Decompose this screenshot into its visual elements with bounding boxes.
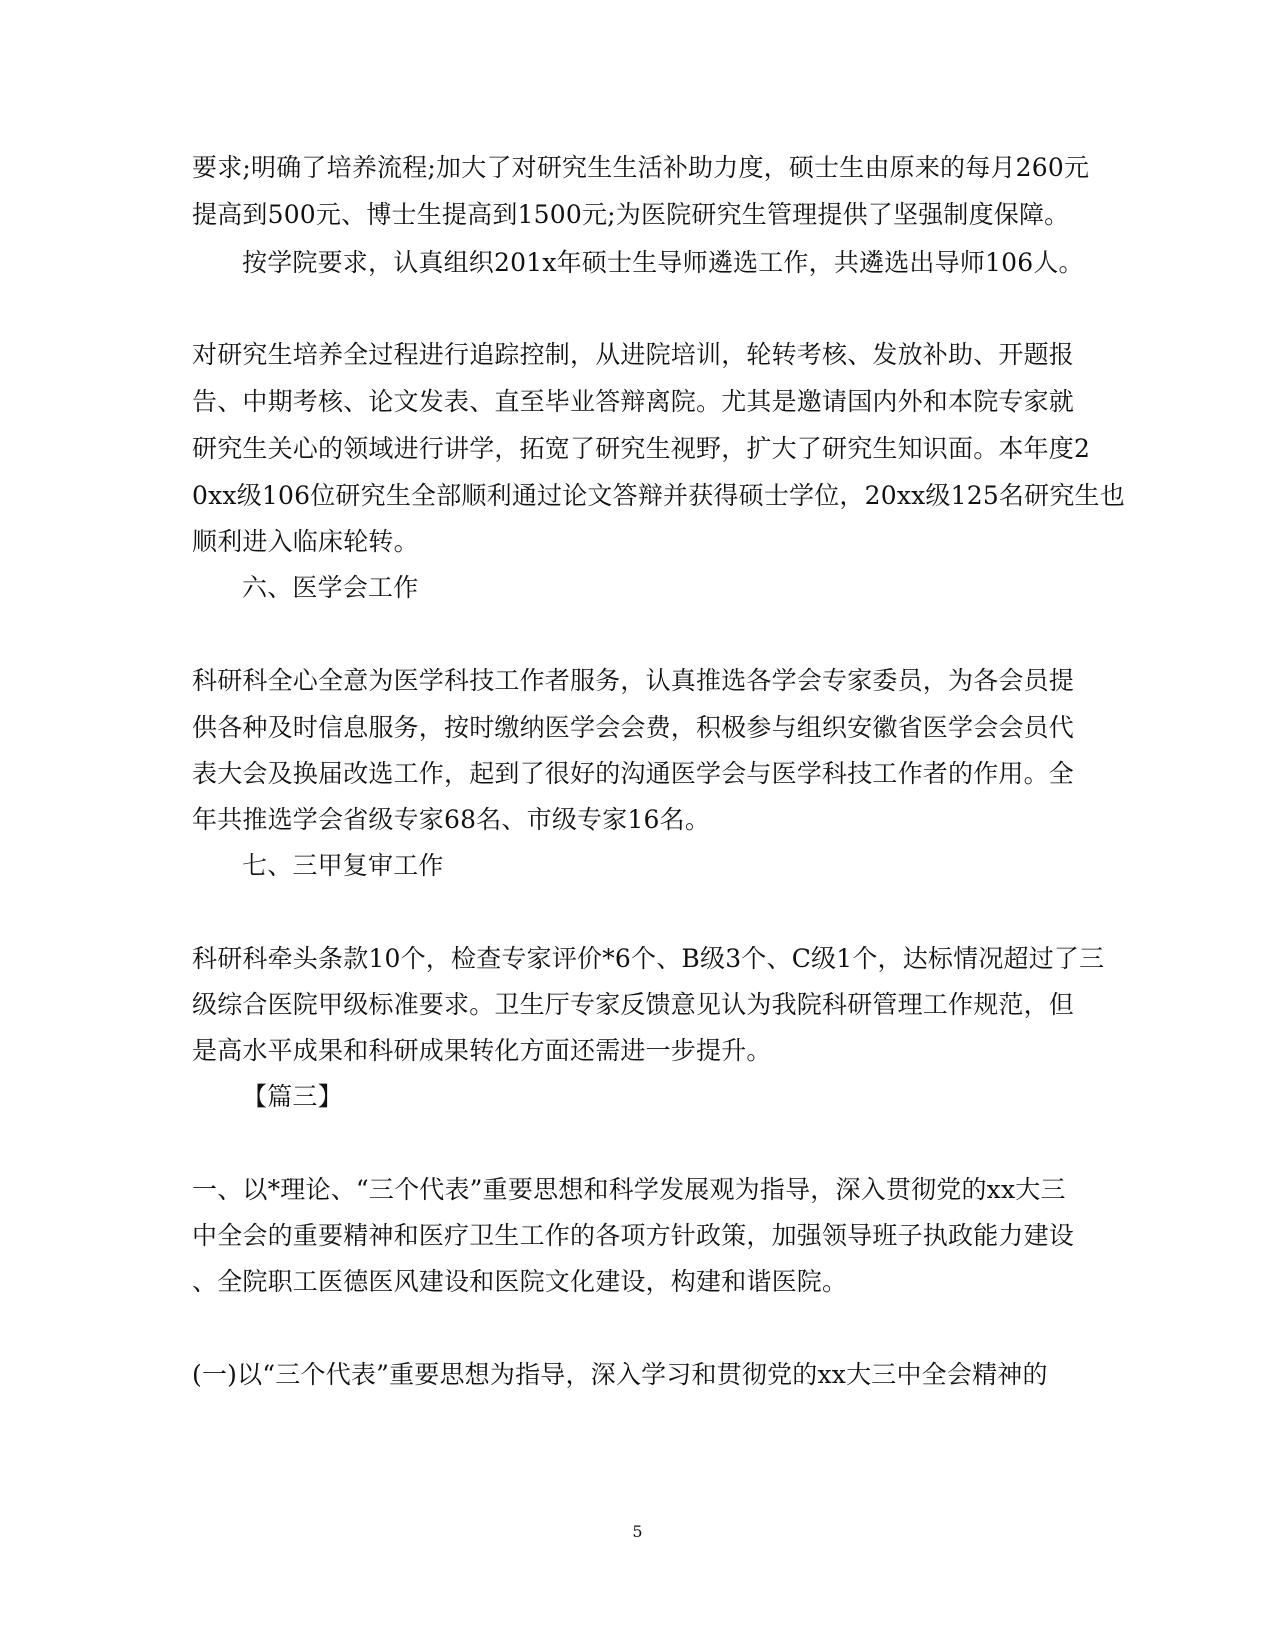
section-heading: 六、医学会工作 <box>242 573 419 602</box>
text-line: 表大会及换届改选工作，起到了很好的沟通医学会与医学科技工作者的作用。全 <box>192 759 1075 788</box>
text-line: 顺利进入临床轮转。 <box>192 527 419 556</box>
section-heading: 【篇三】 <box>242 1082 343 1111</box>
text-line: 一、以*理论、“三个代表”重要思想和科学发展观为指导，深入贯彻党的xx大三 <box>192 1175 1066 1204</box>
section-heading: 七、三甲复审工作 <box>242 851 444 880</box>
text-line: 供各种及时信息服务，按时缴纳医学会会费，积极参与组织安徽省医学会会员代 <box>192 713 1075 742</box>
text-line: 按学院要求，认真组织201x年硕士生导师遴选工作，共遴选出导师106人。 <box>242 248 1084 277</box>
text-line: 对研究生培养全过程进行追踪控制，从进院培训，轮转考核、发放补助、开题报 <box>192 340 1075 369</box>
text-line: 提高到500元、博士生提高到1500元;为医院研究生管理提供了坚强制度保障。 <box>192 200 1070 229</box>
text-line: 年共推选学会省级专家68名、市级专家16名。 <box>192 805 711 834</box>
text-line: 0xx级106位研究生全部顺利通过论文答辩并获得硕士学位，20xx级125名研究生也 <box>192 481 1125 510</box>
text-line: 告、中期考核、论文发表、直至毕业答辩离院。尤其是邀请国内外和本院专家就 <box>192 387 1075 416</box>
text-line: 、全院职工医德医风建设和医院文化建设，构建和谐医院。 <box>192 1267 848 1296</box>
text-line: 中全会的重要精神和医疗卫生工作的各项方针政策，加强领导班子执政能力建设 <box>192 1221 1075 1250</box>
text-line: 是高水平成果和科研成果转化方面还需进一步提升。 <box>192 1036 772 1065</box>
text-line: 研究生关心的领域进行讲学，拓宽了研究生视野，扩大了研究生知识面。本年度2 <box>192 434 1091 463</box>
text-line: 要求;明确了培养流程;加大了对研究生生活补助力度，硕士生由原来的每月260元 <box>192 153 1090 182</box>
text-line: 科研科全心全意为医学科技工作者服务，认真推选各学会专家委员，为各会员提 <box>192 666 1075 695</box>
text-line: 科研科牵头条款10个，检查专家评价*6个、B级3个、C级1个，达标情况超过了三 <box>192 944 1105 973</box>
page-number: 5 <box>632 1522 643 1541</box>
text-line: (一)以“三个代表”重要思想为指导，深入学习和贯彻党的xx大三中全会精神的 <box>192 1360 1048 1389</box>
text-line: 级综合医院甲级标准要求。卫生厅专家反馈意见认为我院科研管理工作规范，但 <box>192 990 1075 1019</box>
